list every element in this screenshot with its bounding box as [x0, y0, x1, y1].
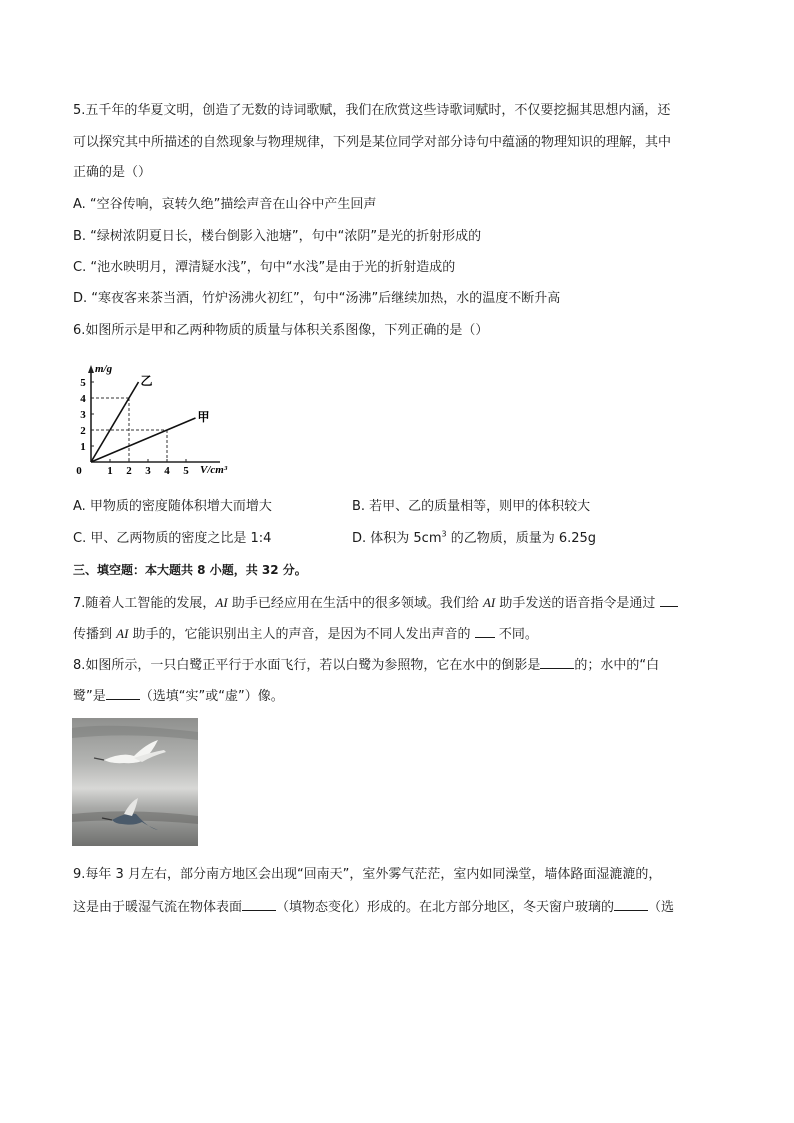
q6-option-d-sup: 3 [441, 529, 447, 539]
mass-volume-graph [70, 362, 240, 477]
q7-ai-3: AI [116, 626, 129, 641]
q8-line-1 [73, 655, 659, 675]
q8-text-2: 的；水中的“白 [574, 658, 660, 673]
q6-option-d-pre: D. 体积为 5cm [352, 531, 442, 546]
series-line-0 [91, 382, 139, 462]
q7-ai-2: AI [482, 595, 496, 610]
q7-ai-1: AI [215, 595, 228, 610]
q6-option-b: B. 若甲、乙的质量相等，则甲的体积较大 [352, 499, 591, 514]
q7-text-4: 传播到 [73, 627, 117, 642]
y-axis-label: m/g [95, 363, 113, 375]
q7-blank-1[interactable] [660, 593, 678, 607]
y-tick-label-3: 3 [80, 409, 86, 421]
y-tick-label-1: 1 [80, 441, 86, 453]
q5-option-c: C. “池水映明月，潭清疑水浅”，句中“水浅”是由于光的折射造成的 [73, 260, 456, 275]
q7-text-2: 助手已经应用在生活中的很多领域。我们给 [227, 596, 483, 611]
q9-text-2: （填物态变化）形成的。在北方部分地区，冬天窗户玻璃的 [276, 900, 615, 915]
q9-text-3: （选 [648, 900, 675, 915]
q7-text-3: 助手发送的语音指令是通过 [495, 596, 660, 611]
q9-blank-1[interactable] [242, 897, 276, 911]
egret-photo [72, 718, 198, 846]
y-tick-label-2: 2 [80, 425, 86, 437]
series-line-1 [91, 418, 196, 462]
q6-stem: 6.如图所示是甲和乙两种物质的质量与体积关系图像，下列正确的是（） [73, 323, 489, 338]
x-tick-label-3: 3 [145, 465, 151, 477]
q7-blank-2[interactable] [475, 624, 495, 638]
q7-line-1 [73, 593, 678, 613]
x-tick-label-5: 5 [183, 465, 189, 477]
series-label-1: 甲 [197, 410, 210, 424]
q8-text-4: （选填“实”或“虚”）像。 [139, 689, 284, 704]
q9-line-2 [73, 897, 674, 917]
q7-text-6: 不同。 [494, 627, 538, 642]
q7-line-2 [73, 624, 538, 644]
q5-option-d: D. “寒夜客来茶当酒，竹炉汤沸火初红”，句中“汤沸”后继续加热，水的温度不断升高 [73, 291, 561, 306]
egret-image [72, 718, 198, 846]
y-tick-label-5: 5 [80, 377, 86, 389]
q7-text-1: 7.随着人工智能的发展， [73, 596, 216, 611]
x-axis-label: V/cm³ [200, 464, 228, 476]
q5-stem-line-1: 5.五千年的华夏文明，创造了无数的诗词歌赋，我们在欣赏这些诗歌词赋时，不仅要挖掘其思想内涵，还 [73, 103, 671, 118]
q8-line-2 [73, 686, 284, 706]
q5-option-b: B. “绿树浓阴夏日长，楼台倒影入池塘”，句中“浓阴”是光的折射形成的 [73, 229, 482, 244]
section-heading: 三、填空题：本大题共 8 小题，共 32 分。 [73, 563, 307, 577]
q6-option-d-post: 的乙物质，质量为 6.25g [446, 531, 597, 546]
q9-text-1: 这是由于暖湿气流在物体表面 [73, 900, 243, 915]
q6-option-a: A. 甲物质的密度随体积增大而增大 [73, 499, 272, 514]
q6-option-c: C. 甲、乙两物质的密度之比是 1:4 [73, 531, 272, 546]
y-tick-label-4: 4 [80, 393, 86, 405]
q6-option-d [352, 530, 596, 548]
series-label-0: 乙 [140, 374, 153, 388]
q9-line-1: 9.每年 3 月左右，部分南方地区会出现“回南天”，室外雾气茫茫，室内如同澡堂，墙体路面湿漉漉的， [73, 867, 662, 882]
y-axis-arrow [88, 365, 94, 373]
q7-text-5: 助手的，它能识别出主人的声音，是因为不同人发出声音的 [128, 627, 475, 642]
x-tick-label-1: 1 [107, 465, 113, 477]
q9-blank-2[interactable] [614, 897, 648, 911]
x-tick-label-0: 0 [76, 465, 82, 477]
x-tick-label-2: 2 [126, 465, 132, 477]
q5-stem-line-3: 正确的是（） [73, 165, 152, 180]
q8-blank-1[interactable] [540, 655, 574, 669]
q8-blank-2[interactable] [106, 686, 140, 700]
q8-text-1: 8.如图所示，一只白鹭正平行于水面飞行，若以白鹭为参照物，它在水中的倒影是 [73, 658, 541, 673]
q8-text-3: 鹭”是 [73, 689, 106, 704]
x-tick-label-4: 4 [164, 465, 170, 477]
q5-stem-line-2: 可以探究其中所描述的自然现象与物理规律，下列是某位同学对部分诗句中蕴涵的物理知识的理解，其中 [73, 135, 672, 150]
q5-option-a: A. “空谷传响，哀转久绝”描绘声音在山谷中产生回声 [73, 197, 377, 212]
